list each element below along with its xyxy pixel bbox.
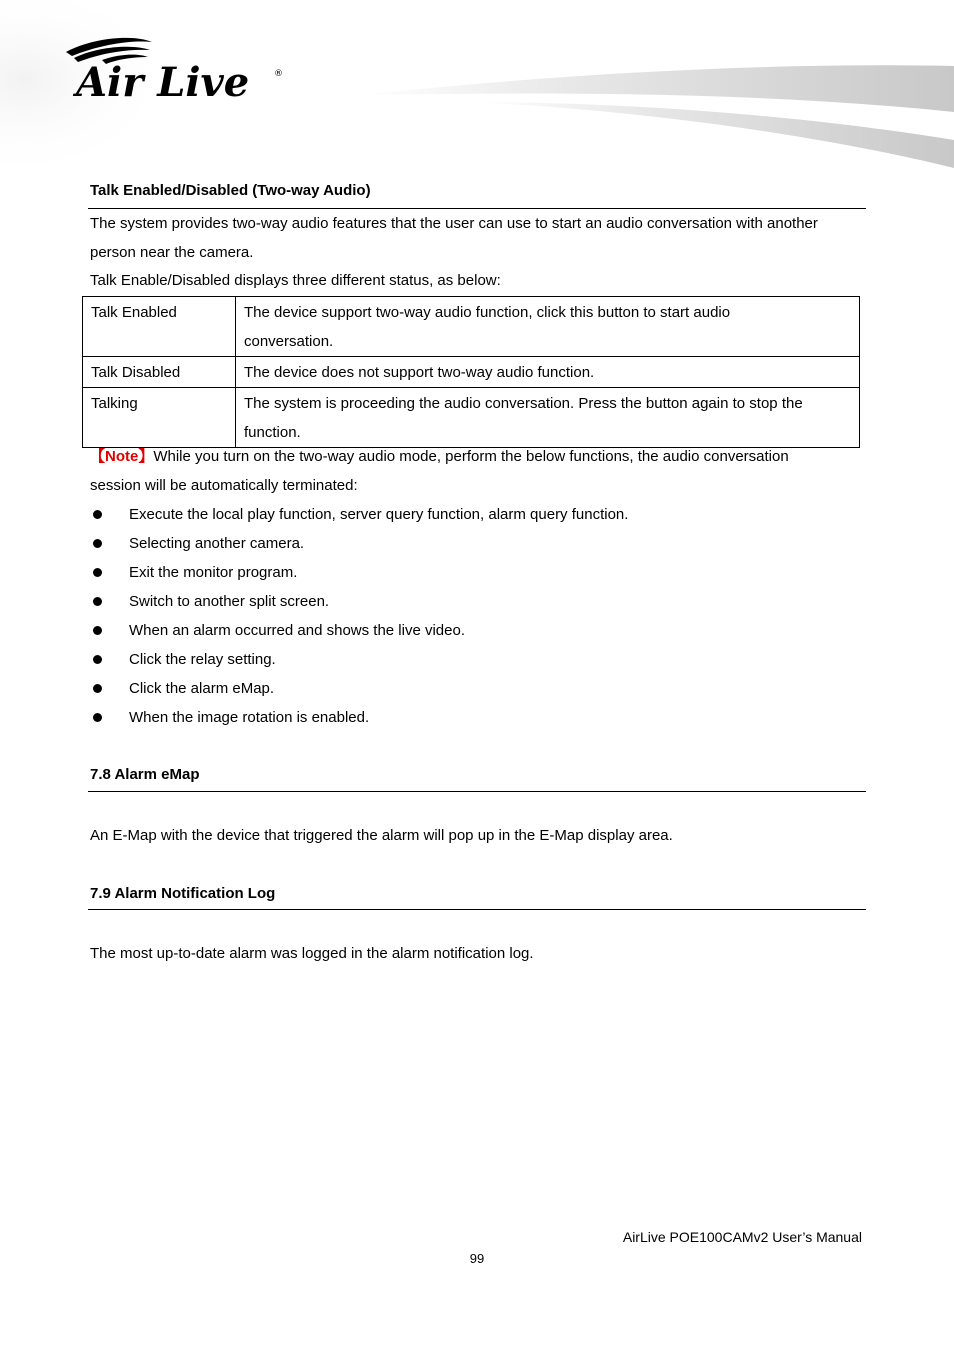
status-cell: Talking [83, 388, 236, 448]
heading-rule [88, 791, 866, 792]
table-row [83, 357, 860, 388]
list-item-text: Selecting another camera. [129, 535, 305, 552]
page-number: 99 [469, 1251, 485, 1266]
bullet-icon [93, 539, 102, 548]
svg-text:®: ® [274, 69, 283, 79]
bullet-icon [93, 597, 102, 606]
list-item-text: Exit the monitor program. [129, 564, 298, 581]
section-heading-talk: Talk Enabled/Disabled (Two-way Audio) [90, 182, 371, 199]
emap-paragraph: An E-Map with the device that triggered the alarm will pop up in the E-Map display area. [90, 827, 673, 844]
bullet-icon [93, 568, 102, 577]
note-line2: session will be automatically terminated: [90, 477, 358, 494]
description-cell [236, 357, 860, 388]
note-label: 【Note】 [90, 448, 154, 465]
list-item-text: When an alarm occurred and shows the live video. [129, 622, 466, 639]
manual-title: AirLive POE100CAMv2 User’s Manual [622, 1229, 862, 1245]
description-line: The device support two-way audio function, click this button to start audio [244, 304, 731, 321]
bullet-icon [93, 713, 102, 722]
description-cell [236, 388, 860, 448]
talk-status-intro: Talk Enable/Disabled displays three different status, as below: [90, 272, 501, 289]
talk-paragraph-line2: person near the camera. [90, 244, 254, 261]
heading-rule [88, 909, 866, 910]
description-line: The system is proceeding the audio conversation. Press the button again to stop the [244, 395, 803, 412]
description-line: The device does not support two-way audio function. [244, 364, 595, 381]
section-heading-emap: 7.8 Alarm eMap [90, 766, 200, 783]
bullet-icon [93, 510, 102, 519]
list-item-text: Click the relay setting. [129, 651, 276, 668]
description-cell [236, 297, 860, 357]
list-item-text: Execute the local play function, server query function, alarm query function. [129, 506, 629, 523]
description-line: conversation. [244, 333, 334, 350]
airlive-logo [62, 36, 292, 104]
table-row [83, 388, 860, 448]
bullet-icon [93, 684, 102, 693]
note-line1 [90, 442, 789, 471]
list-item-text: When the image rotation is enabled. [129, 709, 370, 726]
list-item-text: Switch to another split screen. [129, 593, 330, 610]
talk-paragraph-line1: The system provides two-way audio features that the user can use to start an audio conversation with another [90, 215, 818, 232]
bullet-icon [93, 626, 102, 635]
note-text: While you turn on the two-way audio mode, perform the below functions, the audio conversation [153, 448, 789, 465]
bullet-icon [93, 655, 102, 664]
status-cell: Talk Disabled [83, 357, 236, 388]
status-cell: Talk Enabled [83, 297, 236, 357]
notification-log-paragraph: The most up-to-date alarm was logged in the alarm notification log. [90, 945, 534, 962]
list-item-text: Click the alarm eMap. [129, 680, 275, 697]
description-line: function. [244, 424, 301, 441]
talk-status-table [82, 296, 860, 448]
svg-text:Air Live: Air Live [76, 59, 250, 104]
table-row [83, 297, 860, 357]
section-heading-notification-log: 7.9 Alarm Notification Log [90, 885, 276, 902]
